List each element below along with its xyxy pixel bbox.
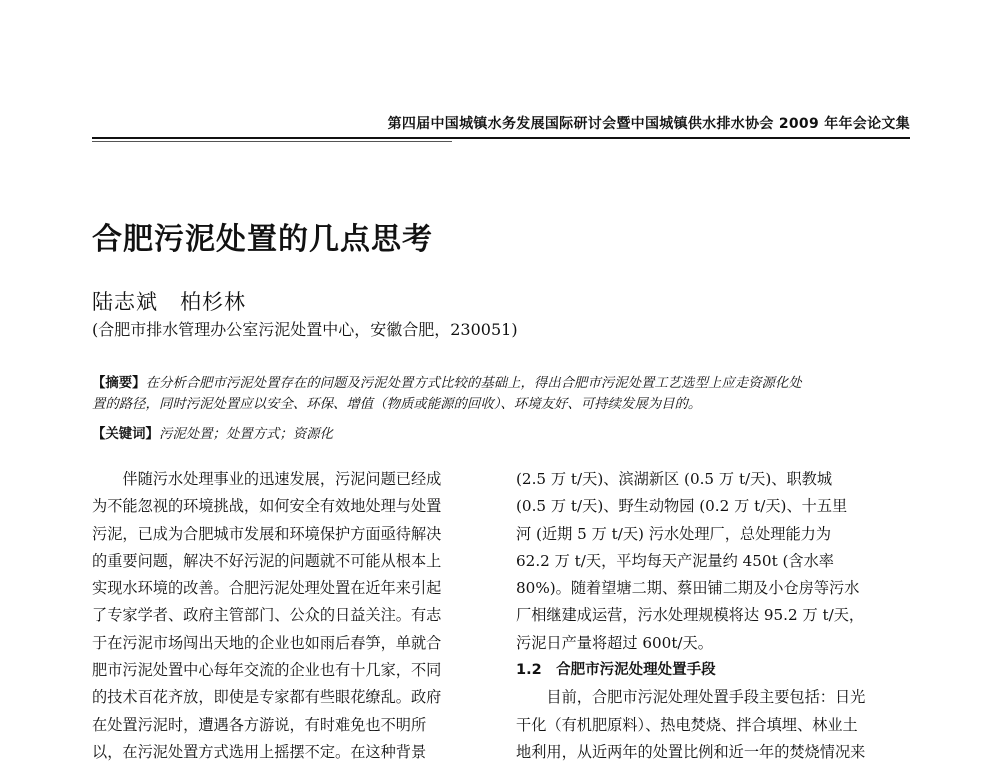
text-line: 厂相继建成运营，污水处理规模将达 95.2 万 t/天，	[516, 606, 865, 625]
text-line: 62.2 万 t/天，平均每天产泥量约 450t (含水率	[516, 551, 834, 570]
running-header: 第四届中国城镇水务发展国际研讨会暨中国城镇供水排水协会 2009 年年会论文集	[387, 116, 910, 132]
keywords	[92, 424, 914, 445]
text-line: 的重要问题，解决不好污泥的问题就不可能从根本上	[92, 551, 442, 570]
text-line: 河 (近期 5 万 t/天) 污水处理厂，总处理能力为	[516, 524, 832, 543]
paper-title: 合肥污泥处置的几点思考	[92, 222, 433, 257]
text-line: 于在污泥市场闯出天地的企业也如雨后春笋，单就合	[92, 633, 442, 652]
text-line: 80%)。随着望塘二期、蔡田铺二期及小仓房等污水	[516, 579, 860, 598]
text-line: 的技术百花齐放，即使是专家都有些眼花缭乱。政府	[92, 688, 442, 707]
header-rule	[92, 137, 910, 139]
text-line: 地利用，从近两年的处置比例和近一年的焚烧情况来	[516, 742, 866, 761]
text-line: 污泥日产量将超过 600t/天。	[516, 633, 713, 652]
header-rule-thin	[92, 141, 452, 142]
text-line: 为不能忽视的环境挑战，如何安全有效地处理与处置	[92, 497, 442, 516]
text-line: (0.5 万 t/天)、野生动物园 (0.2 万 t/天)、十五里	[516, 497, 848, 516]
body-right-column	[516, 466, 914, 766]
text-line: 了专家学者、政府主管部门、公众的日益关注。有志	[92, 606, 442, 625]
abstract-label: 【摘要】	[92, 375, 146, 391]
paper-authors: 陆志斌 柏杉林	[92, 290, 246, 314]
text-line: 伴随污水处理事业的迅速发展，污泥问题已经成	[92, 470, 442, 488]
text-line: (2.5 万 t/天)、滨湖新区 (0.5 万 t/天)、职教城	[516, 470, 833, 488]
text-line: 肥市污泥处置中心每年交流的企业也有十几家，不同	[92, 661, 442, 680]
text-line: 在处置污泥时，遭遇各方游说，有时难免也不明所	[92, 715, 427, 734]
text-line: 干化（有机肥原料）、热电焚烧、拌合填埋、林业土	[516, 715, 858, 734]
abstract-line-1	[92, 373, 914, 394]
paper-affiliation: (合肥市排水管理办公室污泥处置中心，安徽合肥，230051)	[92, 320, 518, 339]
abstract-text-1: 在分析合肥市污泥处置存在的问题及污泥处置方式比较的基础上，得出合肥市污泥处置工艺选型上应走资源化处	[145, 376, 802, 391]
keywords-text: 污泥处置；处置方式；资源化	[158, 427, 334, 442]
abstract	[92, 373, 914, 415]
abstract-line-2: 置的路径，同时污泥处置应以安全、环保、增值（物质或能源的回收）、环境友好、可持续发展为目的。	[92, 397, 702, 412]
section-heading: 1.2 合肥市污泥处理处置手段	[516, 662, 716, 679]
text-line: 实现水环境的改善。合肥污泥处理处置在近年来引起	[92, 579, 442, 598]
keywords-label: 【关键词】	[92, 426, 159, 442]
text-line: 以，在污泥处置方式选用上摇摆不定。在这种背景	[92, 742, 427, 761]
text-line: 污泥，已成为合肥城市发展和环境保护方面亟待解决	[92, 524, 442, 543]
body-left-column	[92, 466, 490, 766]
text-line: 目前，合肥市污泥处理处置手段主要包括：日光	[516, 688, 866, 707]
